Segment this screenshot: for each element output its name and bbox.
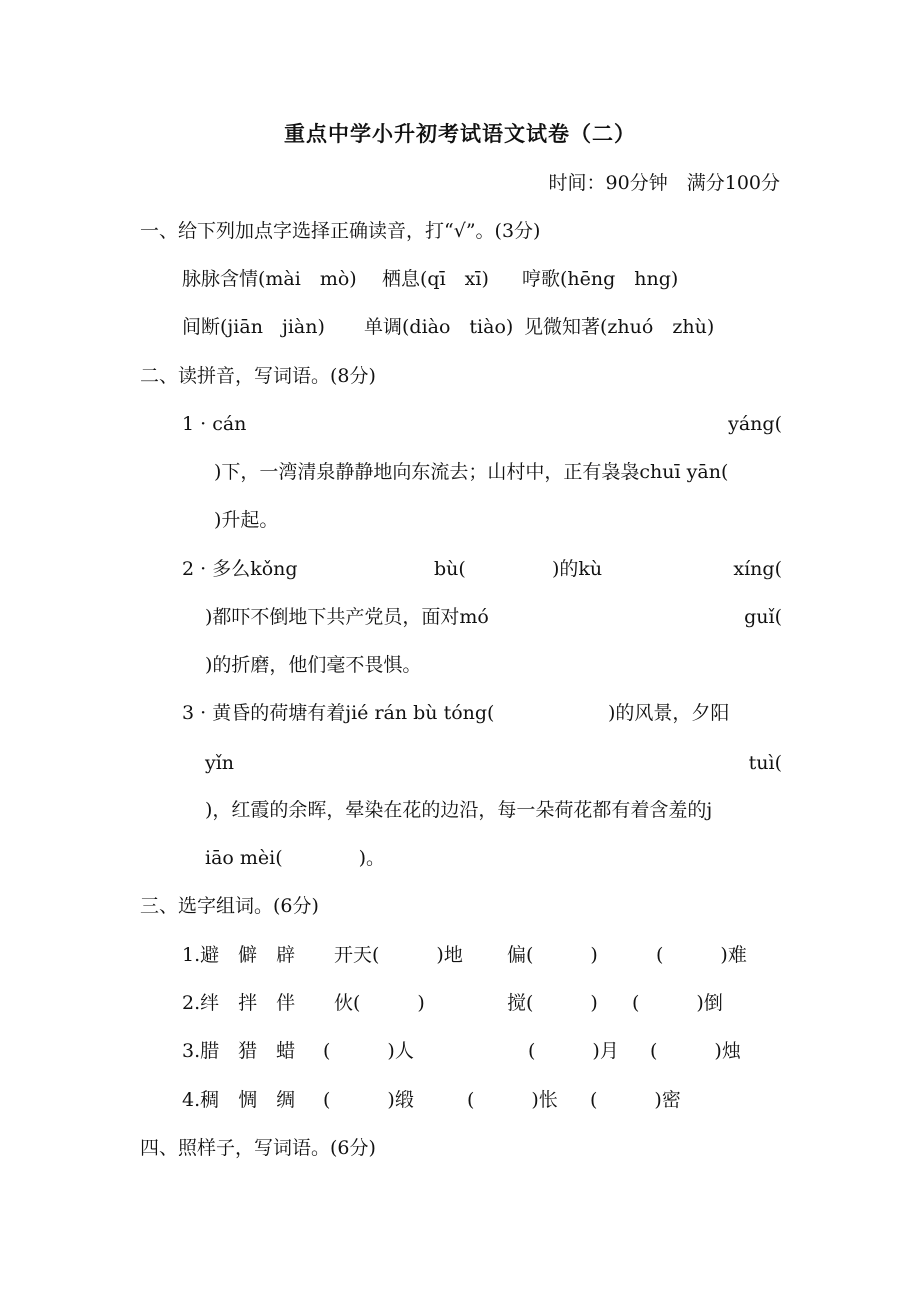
section-4-heading: 四、照样子，写词语。(6分) (140, 1137, 376, 1159)
q2-part-d: xíng( (733, 558, 782, 580)
q2-line-2-left: )都吓不倒地下共产党员，面对mó (205, 606, 489, 628)
q3-line-2 (205, 750, 782, 776)
q3-line-1-right: )的风景，夕阳 (608, 702, 730, 724)
section-3-blank: 伙( ) (334, 992, 425, 1014)
section-1-item: 脉脉含情(mài mò) (182, 268, 357, 290)
q3-pinyin-yin: yǐn (205, 752, 235, 774)
exam-time-and-score: 时间：90分钟 满分100分 (548, 172, 780, 194)
section-3-blank: ( )人 (323, 1040, 414, 1062)
q2-part-a: 2 · 多么kǒng (182, 558, 298, 580)
section-1-item: 哼歌(hēng hng) (522, 268, 679, 290)
section-3-row-chars: 3.腊 猎 蜡 (182, 1040, 296, 1062)
section-3-blank: ( )怅 (467, 1089, 558, 1111)
section-3-blank: 开天( )地 (334, 944, 463, 966)
q1-line-1 (182, 411, 782, 437)
q1-pinyin-yang: yáng( (728, 413, 782, 435)
q3-line-4: iāo mèi( )。 (205, 847, 386, 869)
section-3-row-chars: 1.避 僻 辟 (182, 944, 296, 966)
section-1-heading: 一、给下列加点字选择正确读音，打“√”。(3分) (140, 220, 541, 242)
q3-line-3: )，红霞的余晖，晕染在花的边沿，每一朵荷花都有着含羞的j (205, 799, 713, 821)
section-3-blank: ( )倒 (632, 992, 723, 1014)
section-1-item: 单调(diào tiào) (364, 316, 514, 338)
exam-title: 重点中学小升初考试语文试卷（二） (284, 121, 636, 146)
q2-line-3: )的折磨，他们毫不畏惧。 (205, 654, 422, 676)
q1-line-3: )升起。 (214, 509, 279, 531)
section-3-blank: ( )难 (656, 944, 747, 966)
section-3-heading: 三、选字组词。(6分) (140, 895, 319, 917)
q2-part-c: )的kù (552, 558, 603, 580)
q2-part-b: bù( (434, 558, 466, 580)
section-1-item: 见微知著(zhuó zhù) (524, 316, 715, 338)
section-3-blank: ( )密 (590, 1089, 681, 1111)
section-3-blank: ( )月 (528, 1040, 619, 1062)
section-3-row-chars: 2.绊 拌 伴 (182, 992, 296, 1014)
section-1-item: 栖息(qī xī) (382, 268, 489, 290)
section-3-blank: 搅( ) (507, 992, 598, 1014)
section-3-blank: ( )烛 (650, 1040, 741, 1062)
q1-line-2: )下，一湾清泉静静地向东流去；山村中，正有袅袅chuī yān( (214, 461, 729, 483)
section-2-heading: 二、读拼音，写词语。(8分) (140, 365, 376, 387)
section-3-blank: 偏( ) (507, 944, 598, 966)
q2-line-2 (205, 604, 782, 630)
q3-line-1-left: 3 · 黄昏的荷塘有着jié rán bù tóng( (182, 702, 495, 724)
section-3-row-chars: 4.稠 惆 绸 (182, 1089, 296, 1111)
q1-pinyin-can: 1 · cán (182, 413, 247, 435)
section-1-item: 间断(jiān jiàn) (182, 316, 325, 338)
q3-pinyin-tui: tuì( (748, 752, 782, 774)
section-3-blank: ( )缎 (323, 1089, 414, 1111)
q2-line-2-right: guǐ( (744, 606, 782, 628)
